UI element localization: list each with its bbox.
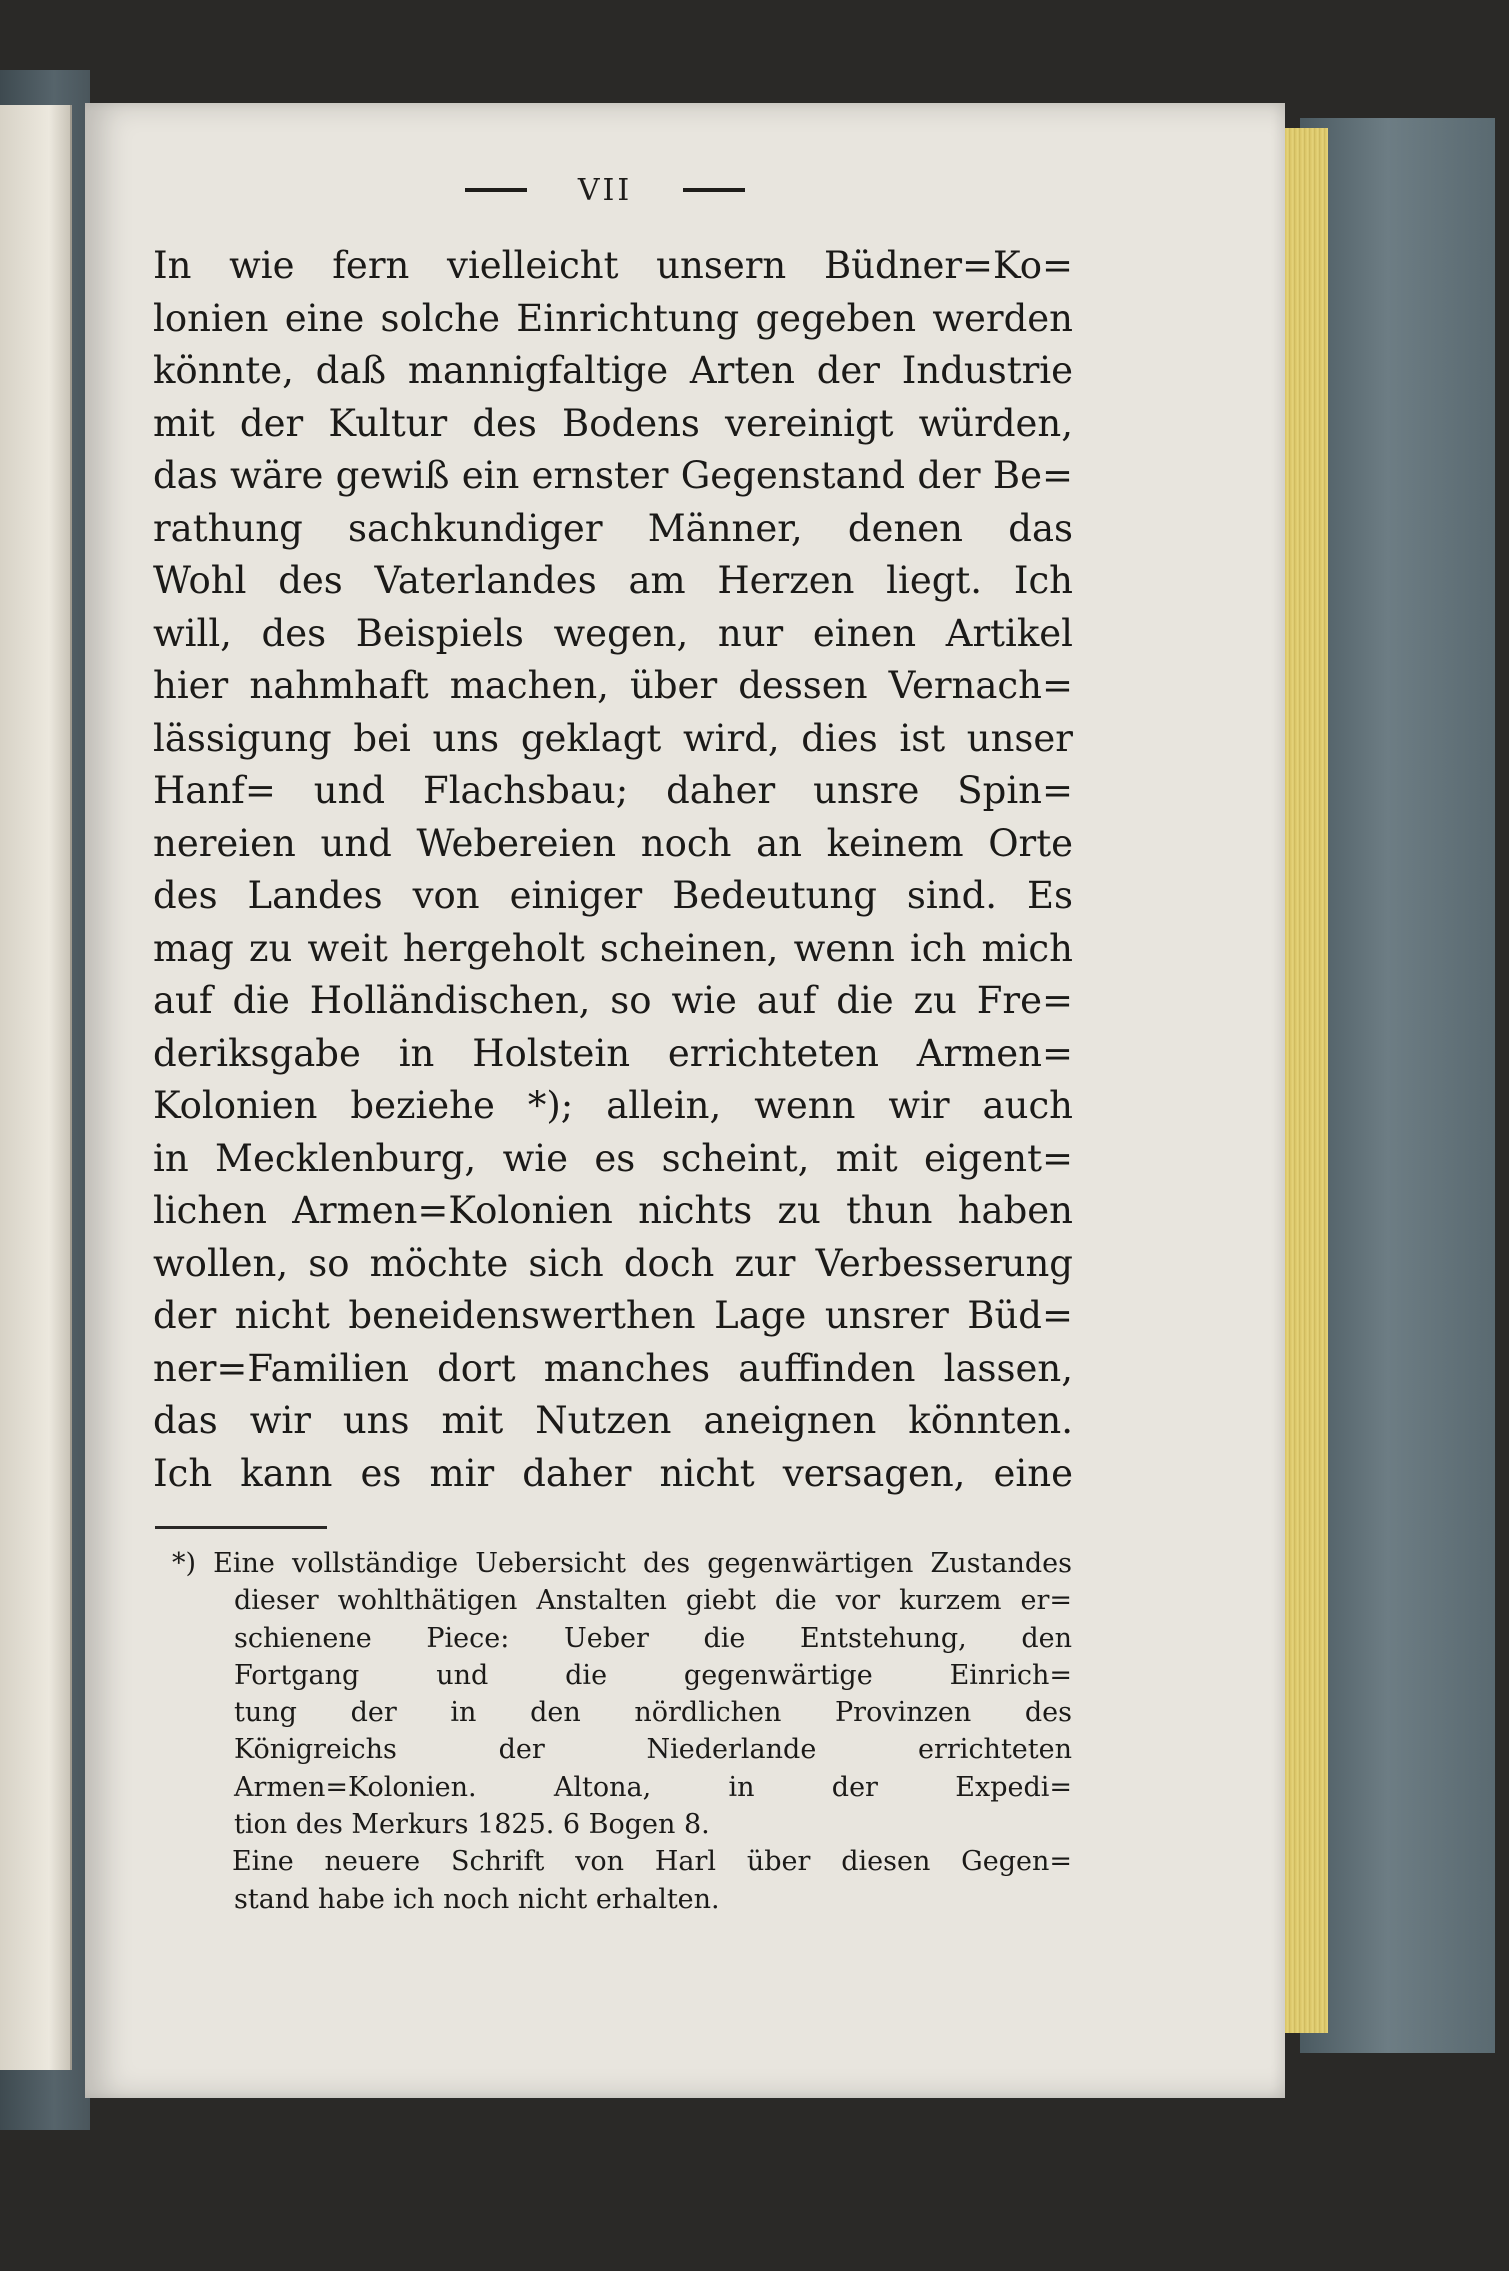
body-text (153, 240, 1073, 1500)
body-line: der nicht beneidenswerthen Lage unsrer Büd= (153, 1294, 1073, 1337)
header-dash-right (683, 188, 745, 192)
body-line: lonien eine solche Einrichtung gegeben werden (153, 296, 1073, 340)
body-line: will, des Beispiels wegen, nur einen Artikel (153, 611, 1073, 655)
footnote (172, 1545, 1072, 1918)
footnote-line: dieser wohlthätigen Anstalten giebt die vor kurzem er= (234, 1585, 1072, 1617)
body-line: nereien und Webereien noch an keinem Orte (153, 821, 1073, 865)
body-line: deriksgabe in Holstein errichteten Armen= (153, 1031, 1073, 1075)
footnote-line: Armen=Kolonien. Altona, in der Expedi= (234, 1771, 1072, 1803)
footnote-line: schienene Piece: Ueber die Entstehung, den (234, 1622, 1072, 1654)
page-number: VII (577, 172, 633, 208)
footnote-line: Fortgang und die gegenwärtige Einrich= (234, 1659, 1072, 1691)
body-line: in Mecklenburg, wie es scheint, mit eigent= (153, 1136, 1073, 1180)
footnote-line: Eine neuere Schrift von Harl über diesen Gegen= (232, 1846, 1072, 1878)
body-line: das wir uns mit Nutzen aneignen könnten. (153, 1399, 1073, 1442)
footnote-rule (155, 1526, 327, 1529)
body-line: das wäre gewiß ein ernster Gegenstand der Be= (153, 454, 1073, 497)
body-line: ner=Familien dort manches auffinden lassen, (153, 1346, 1073, 1390)
body-line: lässigung bei uns geklagt wird, dies ist unser (153, 716, 1073, 760)
body-line: Hanf= und Flachsbau; daher unsre Spin= (153, 769, 1073, 812)
body-line: könnte, daß mannigfaltige Arten der Industrie (153, 349, 1073, 392)
footnote-line: *) Eine vollständige Uebersicht des gegenwärtigen Zustandes (172, 1548, 1072, 1579)
book-cover-right (1300, 118, 1495, 2053)
header-dash-left (465, 188, 527, 192)
footnote-line: tung der in den nördlichen Provinzen des (234, 1697, 1072, 1729)
footnote-line: stand habe ich noch nicht erhalten. (234, 1883, 720, 1915)
body-line: auf die Holländischen, so wie auf die zu Fre= (153, 979, 1073, 1022)
footnote-line: tion des Merkurs 1825. 6 Bogen 8. (234, 1809, 710, 1841)
body-line: Wohl des Vaterlandes am Herzen liegt. Ich (153, 559, 1073, 602)
body-line: In wie fern vielleicht unsern Büdner=Ko= (153, 244, 1073, 287)
body-line: rathung sachkundiger Männer, denen das (153, 506, 1073, 550)
body-line: Kolonien beziehe *); allein, wenn wir auch (153, 1084, 1073, 1127)
body-line: wollen, so möchte sich doch zur Verbesserung (153, 1241, 1073, 1285)
previous-page-edge (0, 105, 72, 2070)
body-line: Ich kann es mir daher nicht versagen, eine (153, 1451, 1073, 1495)
body-line: hier nahmhaft machen, über dessen Vernach= (153, 664, 1073, 707)
page-header (465, 168, 745, 212)
footnote-line: Königreichs der Niederlande errichteten (234, 1734, 1072, 1766)
body-line: des Landes von einiger Bedeutung sind. Es (153, 874, 1073, 917)
body-line: mag zu weit hergeholt scheinen, wenn ich mich (153, 926, 1073, 970)
body-line: mit der Kultur des Bodens vereinigt würden, (153, 401, 1073, 445)
body-line: lichen Armen=Kolonien nichts zu thun haben (153, 1189, 1073, 1232)
